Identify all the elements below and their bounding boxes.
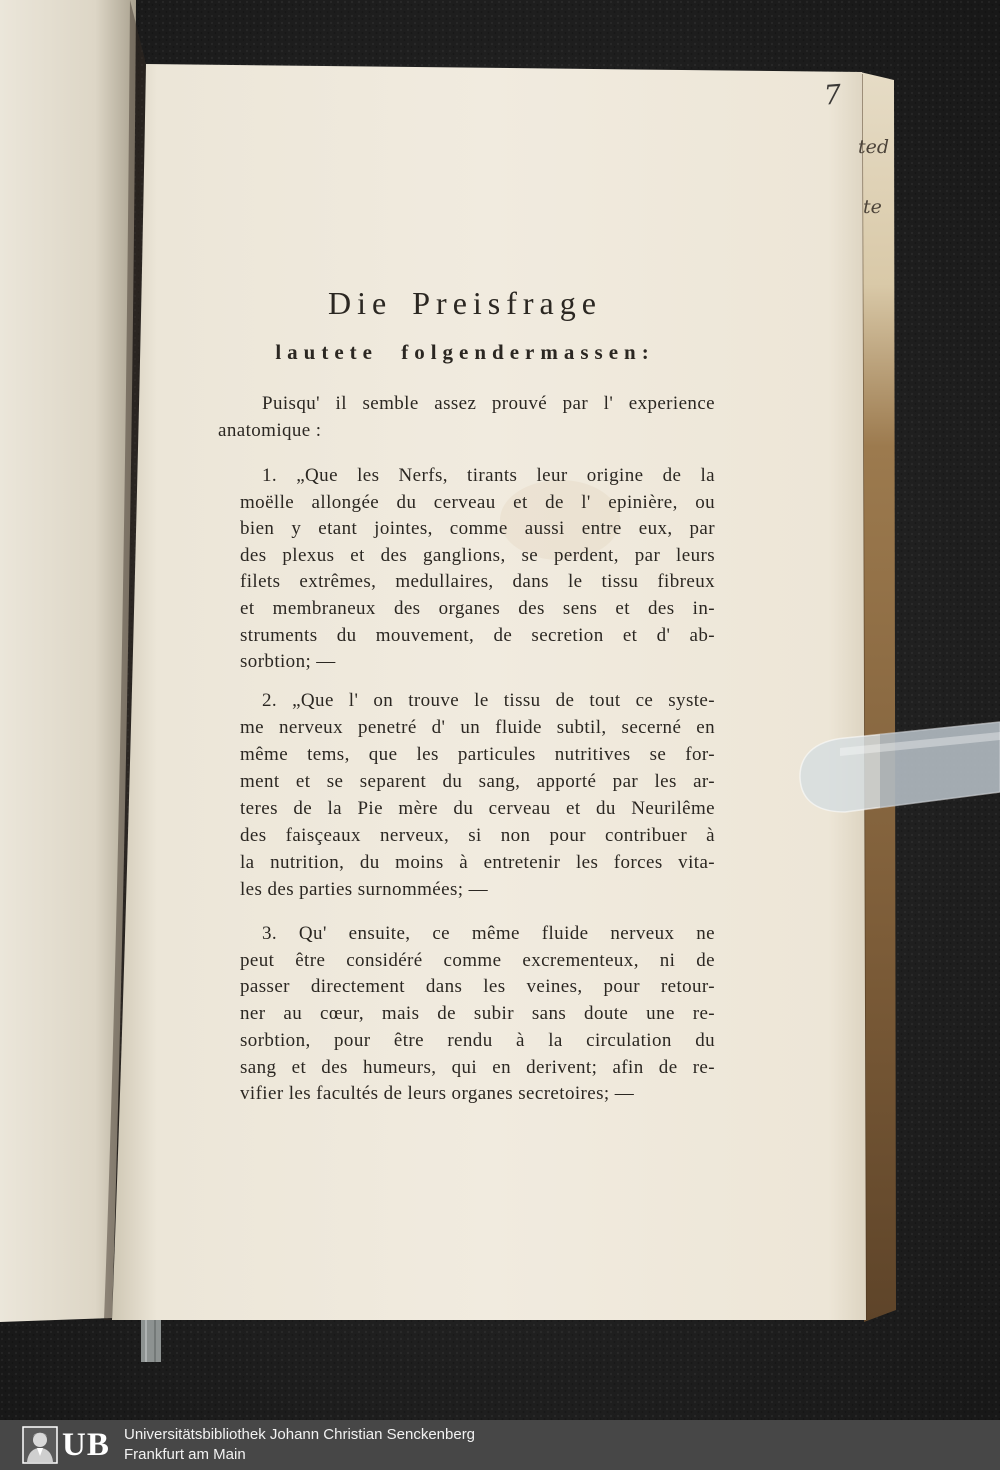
library-footer (0, 1420, 1000, 1470)
text-line: anatomique : (218, 419, 322, 441)
institution-city: Frankfurt am Main (124, 1446, 246, 1463)
page-number: 7 (822, 79, 843, 112)
text-line: la nutrition, du moins à entretenir les forces vita- (240, 852, 715, 873)
text-line: teres de la Pie mère du cerveau et du Neurilême (240, 798, 715, 819)
text-line: moëlle allongée du cerveau et de l' epinière, ou (240, 491, 715, 513)
text-line: Puisqu' il semble assez prouvé par l' experience (262, 393, 715, 414)
text-line: sang et des humeurs, qui en derivent; afin de re- (240, 1056, 715, 1078)
institution-name: Universitätsbibliothek Johann Christian Senckenberg (124, 1426, 476, 1443)
page-heading: Die Preisfrage (328, 285, 602, 321)
library-logo (22, 1426, 120, 1464)
text-line: me nerveux penetré d' un fluide subtil, secerné en (240, 717, 715, 738)
item-2-paragraph (240, 687, 715, 903)
text-line: ment et se separent du sang, apporté par les ar- (240, 771, 715, 792)
item-3-paragraph (240, 921, 715, 1108)
text-line: 3. Qu' ensuite, ce même fluide nerveux ne (262, 923, 715, 944)
text-line: même tems, que les particules nutritives se for- (240, 744, 715, 765)
portrait-icon (22, 1426, 58, 1464)
page-subheading: lautete folgendermassen: (275, 340, 655, 364)
bookmark-ribbon (141, 1320, 161, 1362)
text-line: 1. „Que les Nerfs, tirants leur origine de la (262, 465, 715, 486)
text-line: sorbtion; — (240, 651, 336, 673)
text-line: sorbtion, pour être rendu à la circulation du (240, 1029, 715, 1051)
text-line: des plexus et des ganglions, se perdent, par leurs (240, 544, 715, 566)
margin-note: ted (858, 136, 890, 158)
text-line: struments du mouvement, de secretion et d' ab- (240, 624, 715, 646)
intro-paragraph (218, 391, 715, 444)
text-line: et membraneux des organes des sens et des in- (240, 597, 715, 619)
text-line: 2. „Que l' on trouve le tissu de tout ce syste- (262, 690, 715, 711)
text-line: les des parties surnommées; — (240, 879, 488, 900)
item-1-paragraph (240, 463, 715, 676)
text-line: ner au cœur, mais de subir sans doute une re- (240, 1003, 715, 1025)
text-line: filets extrêmes, medullaires, dans le tissu fibreux (240, 571, 715, 593)
margin-note: te (863, 196, 882, 218)
text-line: des faisçeaux nerveux, si non pour contribuer à (240, 825, 715, 846)
text-line: peut être considéré comme excrementeux, ni de (240, 949, 715, 971)
text-line: bien y etant jointes, comme aussi entre eux, par (240, 518, 715, 540)
logo-lettering: UB (62, 1427, 110, 1463)
text-line: vifier les facultés de leurs organes secretoires; — (240, 1083, 635, 1105)
text-line: passer directement dans les veines, pour retour- (240, 976, 715, 998)
